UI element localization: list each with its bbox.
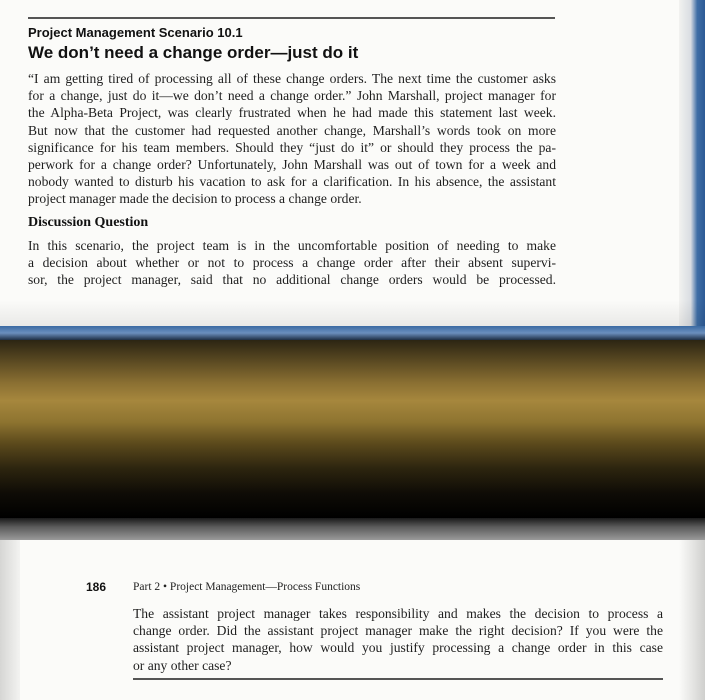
paragraph-line: The assistant project manager takes responsibility and makes the decision to process a <box>133 606 663 621</box>
paragraph-line: perwork for a change order? Unfortunately, John Marshall was out of town for a week and <box>28 157 556 173</box>
scenario-label: Project Management Scenario 10.1 <box>28 25 243 40</box>
paragraph-line: project manager made the decision to process a change order. <box>28 191 362 207</box>
top-rule <box>28 17 555 19</box>
top-page <box>0 0 705 348</box>
page-number: 186 <box>86 580 107 594</box>
running-head: Part 2 • Project Management—Process Functions <box>133 581 361 593</box>
paragraph-line: a decision about whether or not to process a change order after their absent supervi- <box>28 255 556 271</box>
paragraph-line: for a change, just do it—we don’t need a change order.” John Marshall, project manager for <box>28 88 556 104</box>
page-gutter-shade <box>0 540 20 700</box>
paragraph-line: sor, the project manager, said that no additional change orders would be processed. <box>28 272 556 288</box>
discussion-paragraph <box>28 237 556 289</box>
scenario-paragraph <box>28 70 556 208</box>
discussion-heading: Discussion Question <box>28 215 149 230</box>
paragraph-line: In this scenario, the project team is in the uncomfortable position of needing to make <box>28 238 556 253</box>
paragraph-line: or any other case? <box>133 657 232 673</box>
paragraph-line: assistant project manager, how would you justify processing a change order in this case <box>133 640 663 656</box>
bottom-rule <box>133 678 663 680</box>
paragraph-line: significance for his team members. Should they “just do it” or should they process the pa- <box>28 139 556 155</box>
scenario-title: We don’t need a change order—just do it <box>28 43 359 62</box>
paragraph-line: But now that the customer had requested another change, Marshall’s words took on more <box>28 122 556 138</box>
book-cover-edge <box>0 326 705 340</box>
paragraph-line: the Alpha-Beta Project, was clearly frustrated when he had made this statement last week. <box>28 105 556 121</box>
binding-shadow <box>0 518 705 540</box>
book-binding-gap <box>0 340 705 518</box>
paragraph-line: change order. Did the assistant project manager make the right decision? If you were the <box>133 623 663 639</box>
page-edge-shade <box>679 540 705 700</box>
bottom-page <box>0 540 705 700</box>
paragraph-line: nobody wanted to disturb his vacation to ask for a clarification. In his absence, the assistant <box>28 174 556 190</box>
paragraph-line: “I am getting tired of processing all of these change orders. The next time the customer asks <box>28 71 556 86</box>
continuation-paragraph <box>133 605 663 674</box>
page-edge-blue <box>679 0 705 348</box>
